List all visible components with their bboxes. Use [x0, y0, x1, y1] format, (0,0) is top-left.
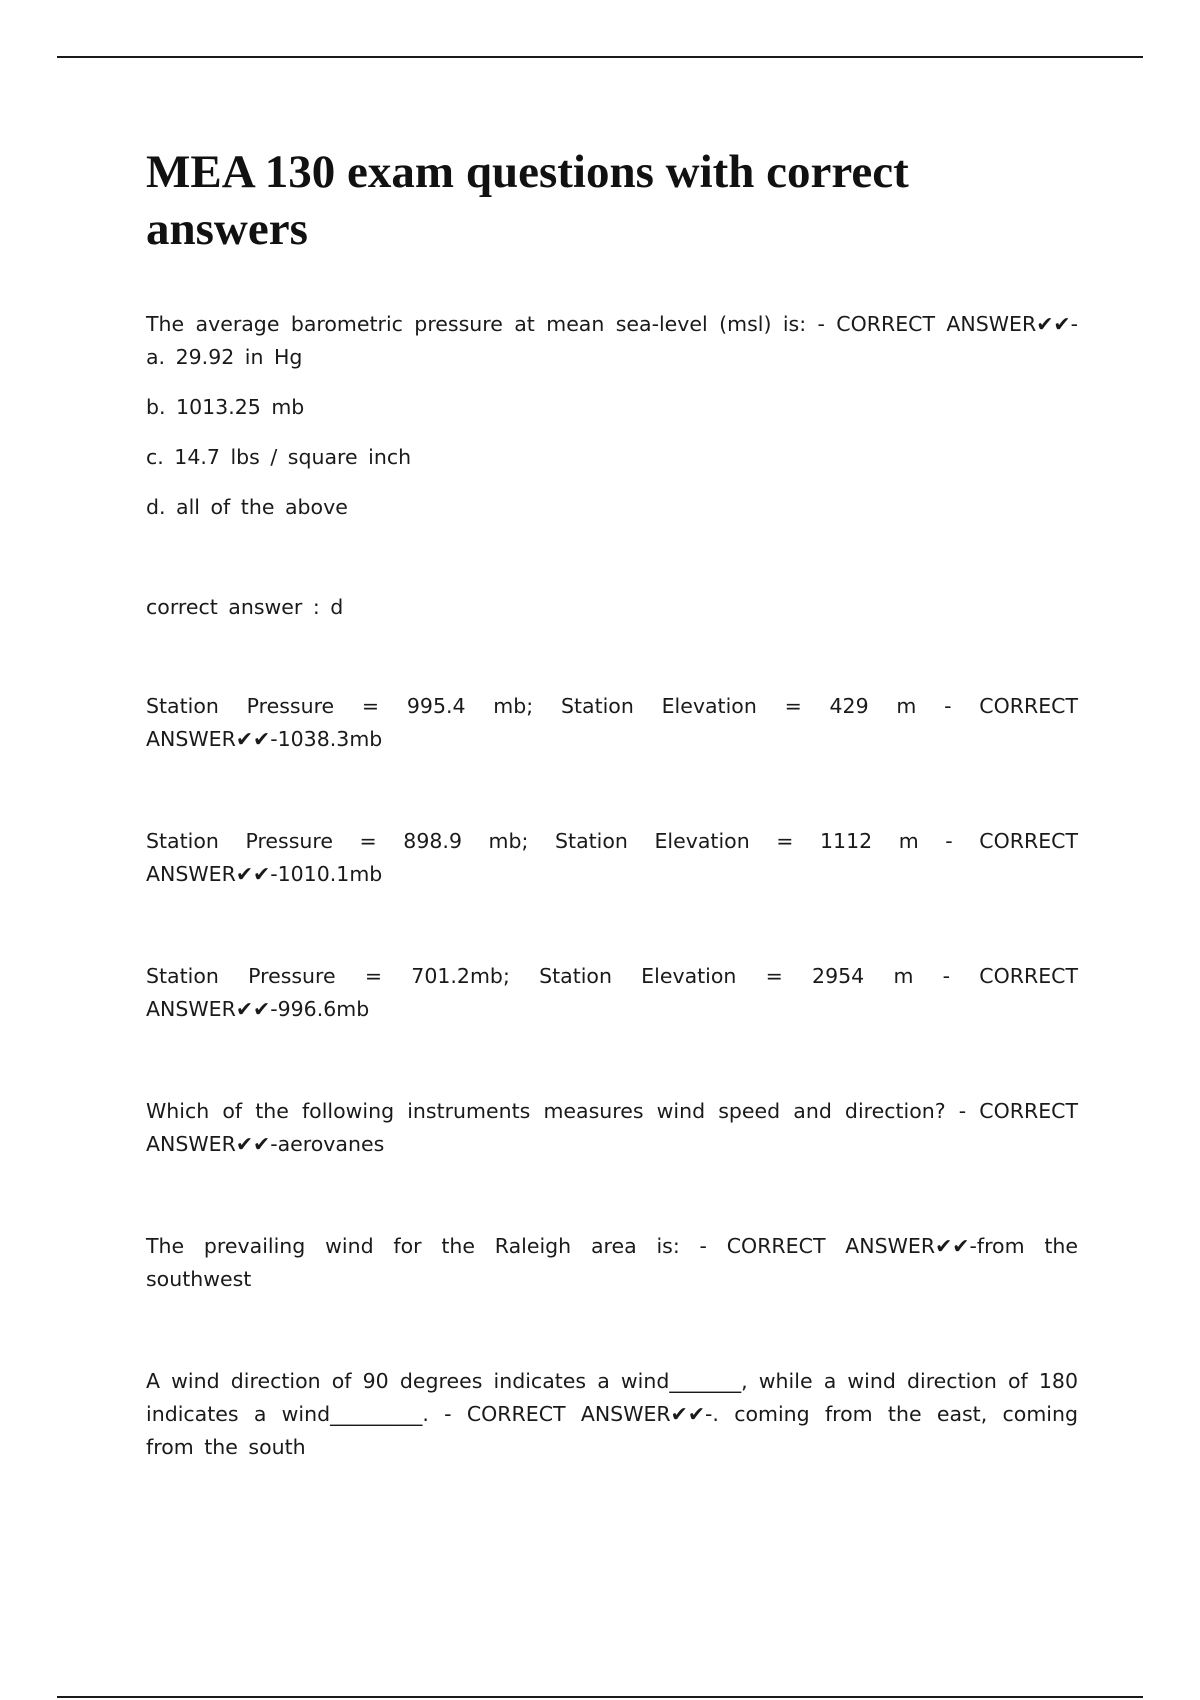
question-msl-pressure: The average barometric pressure at mean sea-level (msl) is: - CORRECT ANSWER✔✔-a. 29.92 in Hg [146, 312, 1078, 369]
footer-rule [57, 1696, 1143, 1698]
correct-answer-note: correct answer : d [146, 595, 344, 619]
question-wind-instrument: Which of the following instruments measures wind speed and direction? - CORRECT ANSWER✔✔-aerovanes [146, 1099, 1078, 1156]
document-title: MEA 130 exam questions with correct answers [146, 146, 909, 255]
question-station-pressure-1112: Station Pressure = 898.9 mb; Station Elevation = 1112 m - CORRECT ANSWER✔✔-1010.1mb [146, 829, 1078, 886]
question-prevailing-wind: The prevailing wind for the Raleigh area is: - CORRECT ANSWER✔✔-from the southwest [146, 1234, 1078, 1291]
question-wind-direction: A wind direction of 90 degrees indicates a wind_______, while a wind direction of 180 indicates a wind_________. - CORRECT ANSWER✔✔-. coming from the east, coming from the south [146, 1369, 1078, 1459]
document-body [146, 144, 1078, 1464]
question-station-pressure-429: Station Pressure = 995.4 mb; Station Elevation = 429 m - CORRECT ANSWER✔✔-1038.3mb [146, 694, 1078, 751]
option-d: d. all of the above [146, 495, 348, 519]
option-c: c. 14.7 lbs / square inch [146, 445, 412, 469]
option-b: b. 1013.25 mb [146, 395, 305, 419]
question-station-pressure-2954: Station Pressure = 701.2mb; Station Elevation = 2954 m - CORRECT ANSWER✔✔-996.6mb [146, 964, 1078, 1021]
header-rule [57, 56, 1143, 58]
